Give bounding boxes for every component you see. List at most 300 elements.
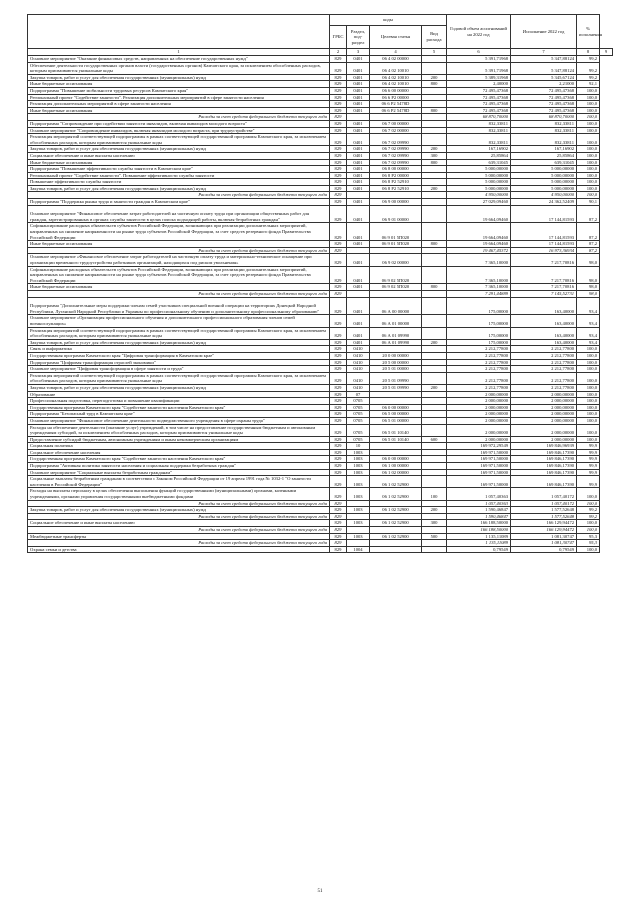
cell-pct: 99,2: [577, 74, 600, 81]
cell-name: Закупка товаров, работ и услуг для обеспечения государственных (муниципальных) нужд: [28, 384, 330, 391]
cell-section: 0410: [347, 346, 370, 353]
table-row: [28, 463, 613, 470]
cell-plan: 4 950,00000: [447, 192, 511, 199]
cell-section: 1003: [347, 449, 370, 456]
cell-pct: 92,1: [577, 81, 600, 88]
cell-grbs: 829: [330, 74, 347, 81]
cell-exp-type: [422, 546, 447, 553]
header-codes-group: коды: [330, 15, 447, 26]
cell-exp-type: [422, 540, 447, 547]
table-row: [28, 223, 613, 241]
cell-article: [370, 527, 422, 534]
cell-exp-type: [422, 443, 447, 450]
cell-exec: 2 000,00000: [511, 436, 577, 443]
cell-exec: 2 212,77800: [511, 359, 577, 366]
cell-exp-type: [422, 315, 447, 327]
table-row: [28, 520, 613, 527]
cell-pct: 100,0: [577, 488, 600, 500]
cell-grbs: 829: [330, 469, 347, 476]
cell-article: [370, 449, 422, 456]
cell-exec: 166 129,94472: [511, 527, 577, 534]
cell-grbs: 829: [330, 94, 347, 101]
cell-plan: 2 212,77800: [447, 359, 511, 366]
cell-name: Закупка товаров, работ и услуг для обеспечения государственных (муниципальных) нужд: [28, 74, 330, 81]
cell-plan: 19 664,09460: [447, 205, 511, 223]
cell-plan: 72 495,47368: [447, 101, 511, 108]
cell-article: 06 6 P2 5478D: [370, 101, 422, 108]
cell-article: 06 8 00 00000: [370, 166, 422, 173]
cell-grbs: 829: [330, 120, 347, 127]
cell-section: 0401: [347, 223, 370, 241]
cell-section: 07: [347, 391, 370, 398]
cell-exec: 1 057,40172: [511, 500, 577, 507]
cell-name: Расходы за счет средств федерального бюджета текущего года: [28, 192, 330, 199]
cell-article: 06 8 P2 52910: [370, 179, 422, 186]
cell-plan: 2 212,77800: [447, 366, 511, 373]
cell-exp-type: [422, 114, 447, 121]
header-grbs: ГРБС: [330, 26, 347, 49]
cell-exec: 17 144,81593: [511, 223, 577, 241]
table-row: [28, 120, 613, 127]
table-row: [28, 507, 613, 514]
cell-plan: 167,16902: [447, 146, 511, 153]
cell-pct: 99,9: [577, 469, 600, 476]
table-row: [28, 456, 613, 463]
cell-exec: 7 217,70816: [511, 254, 577, 266]
cell-name: Образование: [28, 391, 330, 398]
cell-article: 06 7 02 09990: [370, 146, 422, 153]
cell-pct: 100,0: [577, 134, 600, 146]
cell-exec: 2 000,00000: [511, 411, 577, 418]
cell-exec: 169 846,96939: [511, 443, 577, 450]
cell-exp-type: [422, 513, 447, 520]
cell-exp-type: 100: [422, 488, 447, 500]
cell-exp-type: [422, 120, 447, 127]
cell-plan: 72 495,47368: [447, 107, 511, 114]
cell-name: Подпрограмма "Активная политика занятости населения и социальная поддержка безработных граждан": [28, 463, 330, 470]
table-row: [28, 291, 613, 298]
table-row: [28, 266, 613, 284]
table-row: [28, 247, 613, 254]
cell-article: 06 9 02 5П020: [370, 266, 422, 284]
cell-plan: 5 000,00000: [447, 185, 511, 192]
cell-grbs: 829: [330, 339, 347, 346]
cell-exp-type: 200: [422, 507, 447, 514]
cell-pct: 100,0: [577, 546, 600, 553]
cell-grbs: 829: [330, 172, 347, 179]
cell-name: Обеспечение деятельности государственных органов власти (государственных органов) Камчатского края, за исключением обособленных расходов, которым присваиваются уникальные коды: [28, 62, 330, 74]
cell-exp-type: [422, 172, 447, 179]
cell-grbs: 829: [330, 315, 347, 327]
cell-grbs: 829: [330, 476, 347, 488]
cell-plan: 2 212,77800: [447, 372, 511, 384]
cell-pct: 100,0: [577, 359, 600, 366]
column-number: 1: [28, 49, 330, 56]
cell-exp-type: [422, 192, 447, 199]
cell-article: 06 6 00 00000: [370, 87, 422, 94]
cell-section: 0401: [347, 152, 370, 159]
table-row: [28, 241, 613, 248]
cell-article: 06 8 P2 52910: [370, 185, 422, 192]
cell-exp-type: [422, 291, 447, 298]
cell-plan: 2 000,00000: [447, 398, 511, 405]
cell-grbs: 829: [330, 546, 347, 553]
cell-exec: 2 000,00000: [511, 424, 577, 436]
cell-section: 1003: [347, 469, 370, 476]
cell-section: 0410: [347, 359, 370, 366]
cell-exp-type: [422, 179, 447, 186]
cell-exec: 2 000,00000: [511, 417, 577, 424]
cell-plan: 5 000,00000: [447, 172, 511, 179]
cell-pct: 100,0: [577, 172, 600, 179]
cell-section: 0401: [347, 146, 370, 153]
cell-pct: 99,9: [577, 449, 600, 456]
cell-grbs: 829: [330, 284, 347, 291]
cell-plan: 1 135,11089: [447, 540, 511, 547]
cell-plan: 1 057,40363: [447, 488, 511, 500]
cell-plan: 639,31045: [447, 159, 511, 166]
cell-pct: 100,0: [577, 404, 600, 411]
cell-article: 06 9 00 00000: [370, 199, 422, 206]
cell-name: Иные бюджетные ассигнования: [28, 284, 330, 291]
table-row: [28, 192, 613, 199]
cell-grbs: 829: [330, 527, 347, 534]
cell-section: 0401: [347, 74, 370, 81]
cell-section: 0401: [347, 185, 370, 192]
cell-grbs: 829: [330, 101, 347, 108]
cell-exp-type: [422, 456, 447, 463]
table-row: [28, 172, 613, 179]
cell-article: [370, 546, 422, 553]
table-row: [28, 199, 613, 206]
cell-exp-type: [422, 205, 447, 223]
cell-section: 0401: [347, 179, 370, 186]
cell-exec: 5 345,67124: [511, 74, 577, 81]
cell-name: Предоставление субсидий бюджетным, автономным учреждениям и иным некоммерческим организациям: [28, 436, 330, 443]
cell-exec: 832,33811: [511, 120, 577, 127]
cell-section: 0410: [347, 366, 370, 373]
cell-pct: 100,0: [577, 352, 600, 359]
table-row: [28, 56, 613, 63]
cell-name: Расходы за счет средств федерального бюджета текущего года: [28, 247, 330, 254]
cell-exec: 68 870,70000: [511, 114, 577, 121]
cell-name: Реализация мероприятий соответствующей подпрограммы в рамках соответствующей государственной программы Камчатского края, за исключением обособленных расходов, которым присваиваются уникальные коды: [28, 134, 330, 146]
cell-name: Социальное обеспечение и иные выплаты населению: [28, 152, 330, 159]
cell-grbs: 829: [330, 520, 347, 527]
cell-exp-type: [422, 424, 447, 436]
cell-exp-type: [422, 101, 447, 108]
cell-plan: 169 971,50000: [447, 456, 511, 463]
cell-article: 06 9 02 00000: [370, 254, 422, 266]
cell-section: 0705: [347, 398, 370, 405]
cell-plan: 175,00000: [447, 297, 511, 315]
cell-name: Региональный проект "Содействие занятости". Реализация дополнительных мероприятий в сфере занятости населения: [28, 94, 330, 101]
cell-plan: 1 590,46847: [447, 513, 511, 520]
cell-plan: 2 212,77800: [447, 384, 511, 391]
cell-article: 06 1 02 52900: [370, 507, 422, 514]
table-row: [28, 540, 613, 547]
cell-plan: 5 391,71968: [447, 56, 511, 63]
cell-grbs: 829: [330, 540, 347, 547]
table-row: [28, 411, 613, 418]
cell-article: [370, 114, 422, 121]
cell-article: 20 0 00 00000: [370, 352, 422, 359]
cell-name: Реализация мероприятий соответствующей подпрограммы в рамках соответствующей государственной программы Камчатского края, за исключением обособленных расходов, которым присваиваются уникальные коды: [28, 372, 330, 384]
cell-grbs: 829: [330, 134, 347, 146]
cell-section: 1003: [347, 488, 370, 500]
cell-exec: 1 577,52648: [511, 507, 577, 514]
cell-pct: 100,0: [577, 146, 600, 153]
cell-exec: 2 000,00000: [511, 398, 577, 405]
cell-article: 06 5 01 10140: [370, 436, 422, 443]
cell-name: Расходы за счет средств федерального бюджета текущего года: [28, 513, 330, 520]
cell-exp-type: [422, 500, 447, 507]
table-row: [28, 284, 613, 291]
cell-exec: 0,79549: [511, 546, 577, 553]
cell-exp-type: 200: [422, 146, 447, 153]
table-row: [28, 398, 613, 405]
cell-exec: 163,40000: [511, 327, 577, 339]
cell-article: 06 9 02 5П020: [370, 284, 422, 291]
cell-exp-type: 200: [422, 185, 447, 192]
cell-pct: 98,0: [577, 266, 600, 284]
cell-section: 0705: [347, 417, 370, 424]
cell-exp-type: 800: [422, 284, 447, 291]
cell-section: 0705: [347, 424, 370, 436]
cell-article: 06 7 02 09990: [370, 134, 422, 146]
cell-pct: 99,9: [577, 456, 600, 463]
cell-grbs: 829: [330, 463, 347, 470]
cell-plan: 68 870,70000: [447, 114, 511, 121]
cell-section: [347, 527, 370, 534]
cell-exec: 72 495,47368: [511, 94, 577, 101]
cell-name: Основное мероприятие «Организация профессионального обучения и дополнительного профессионального образования членов семей военнослужащих»: [28, 315, 330, 327]
cell-name: Расходы за счет средств федерального бюджета текущего года: [28, 114, 330, 121]
cell-name: Иные бюджетные ассигнования: [28, 81, 330, 88]
cell-exp-type: 200: [422, 339, 447, 346]
cell-exec: 639,31045: [511, 159, 577, 166]
cell-pct: 99,2: [577, 513, 600, 520]
cell-exec: 24 362,52409: [511, 199, 577, 206]
cell-name: Государственная программа Камчатского края "Содействие занятости населения Камчатского края": [28, 404, 330, 411]
table-row: [28, 254, 613, 266]
table-row: [28, 436, 613, 443]
table-row: [28, 424, 613, 436]
cell-grbs: 829: [330, 488, 347, 500]
cell-name: Реализация дополнительных мероприятий в сфере занятости населения: [28, 101, 330, 108]
table-row: [28, 359, 613, 366]
cell-section: 1003: [347, 463, 370, 470]
cell-pct: 100,0: [577, 391, 600, 398]
cell-name: Подпрограмма "Поддержка рынка труда и занятости граждан в Камчатском крае": [28, 199, 330, 206]
cell-name: Связь и информатика: [28, 346, 330, 353]
cell-section: 0401: [347, 205, 370, 223]
cell-article: [370, 540, 422, 547]
cell-grbs: 829: [330, 146, 347, 153]
cell-article: [370, 443, 422, 450]
cell-name: Основное мероприятие «Финансовое обеспечение затрат работодателей на частичную оплату труда и материально-техническое оснащение при организации временного трудоустройства работников организаций, находящихся под риском увольнения»: [28, 254, 330, 266]
cell-exp-type: [422, 127, 447, 134]
cell-name: Иные бюджетные ассигнования: [28, 159, 330, 166]
cell-exec: 72 495,47368: [511, 101, 577, 108]
cell-plan: 19 664,09460: [447, 223, 511, 241]
cell-grbs: 829: [330, 384, 347, 391]
cell-exec: 1 577,52648: [511, 513, 577, 520]
cell-plan: 169 971,50000: [447, 469, 511, 476]
cell-article: 06 4 02 10010: [370, 81, 422, 88]
cell-section: 0401: [347, 87, 370, 94]
cell-pct: 95,3: [577, 540, 600, 547]
cell-exec: 1 081,30747: [511, 540, 577, 547]
cell-exp-type: [422, 359, 447, 366]
cell-section: 0401: [347, 172, 370, 179]
cell-exp-type: [422, 366, 447, 373]
cell-article: 06 6 P2 00000: [370, 94, 422, 101]
cell-section: 0401: [347, 284, 370, 291]
cell-name: Основное мероприятие "Финансовое обеспечение деятельности подведомственного учреждения в сфере охраны труда": [28, 417, 330, 424]
cell-pct: 100,0: [577, 366, 600, 373]
cell-article: 06 1 02 52900: [370, 488, 422, 500]
cell-section: 10: [347, 443, 370, 450]
cell-name: Закупка товаров, работ и услуг для обеспечения государственных (муниципальных) нужд: [28, 185, 330, 192]
cell-name: Региональный проект "Содействие занятости". Повышение эффективности службы занятости: [28, 172, 330, 179]
cell-exec: 7 145,52731: [511, 291, 577, 298]
cell-name: Охрана семьи и детства: [28, 546, 330, 553]
cell-exec: 25,85864: [511, 152, 577, 159]
cell-pct: 100,0: [577, 527, 600, 534]
table-row: [28, 101, 613, 108]
cell-exec: 17 144,81593: [511, 205, 577, 223]
cell-article: 06 5 01 00000: [370, 417, 422, 424]
cell-article: 06 4 02 10010: [370, 62, 422, 74]
cell-plan: 175,00000: [447, 315, 511, 327]
cell-exec: 163,40000: [511, 339, 577, 346]
cell-pct: 100,0: [577, 107, 600, 114]
cell-article: 06 7 00 00000: [370, 120, 422, 127]
column-number: 7: [511, 49, 577, 56]
cell-plan: 2 000,00000: [447, 411, 511, 418]
cell-article: [370, 398, 422, 405]
cell-grbs: 829: [330, 449, 347, 456]
cell-exp-type: [422, 404, 447, 411]
cell-exp-type: [422, 352, 447, 359]
cell-name: Подпрограмма "Цифровая трансформация отраслей экономики": [28, 359, 330, 366]
cell-section: 0401: [347, 159, 370, 166]
cell-article: 06 1 02 52900: [370, 476, 422, 488]
cell-pct: 87,2: [577, 241, 600, 248]
table-row: [28, 372, 613, 384]
cell-plan: 166 188,50000: [447, 527, 511, 534]
cell-exp-type: 800: [422, 107, 447, 114]
cell-exec: 2 212,77800: [511, 352, 577, 359]
cell-article: 06 0 00 00000: [370, 456, 422, 463]
cell-exp-type: [422, 94, 447, 101]
cell-name: Основное мероприятие "Финансовое обеспечение затрат работодателей на частичную оплату труда при организации общественных работ для граждан, зарегистрированных в органах службы занятости в целях поиска подходящей работы, включая безработных граждан": [28, 205, 330, 223]
cell-exec: 5 000,00000: [511, 166, 577, 173]
cell-name: Подпрограмма "Сопровождение при содействии занятости инвалидов, включая инвалидов молодого возраста": [28, 120, 330, 127]
cell-article: 06 4 02 00000: [370, 56, 422, 63]
table-row: [28, 152, 613, 159]
cell-exp-type: [422, 254, 447, 266]
cell-exp-type: [422, 417, 447, 424]
cell-section: 1003: [347, 520, 370, 527]
cell-grbs: 829: [330, 443, 347, 450]
cell-exp-type: [422, 463, 447, 470]
cell-pct: 100,0: [577, 417, 600, 424]
cell-plan: 832,33811: [447, 134, 511, 146]
cell-grbs: 829: [330, 152, 347, 159]
cell-name: Социальные выплаты безработным гражданам в соответствии с Законом Российской Федерации от 19 апреля 1991 года № 1032-1 "О занятости населения в Российской Федерации": [28, 476, 330, 488]
table-row: [28, 476, 613, 488]
cell-pct: 100,0: [577, 500, 600, 507]
cell-exp-type: [422, 297, 447, 315]
table-row: [28, 159, 613, 166]
cell-pct: 100,0: [577, 436, 600, 443]
cell-pct: 100,0: [577, 384, 600, 391]
cell-grbs: 829: [330, 291, 347, 298]
cell-plan: 832,33811: [447, 127, 511, 134]
table-row: [28, 513, 613, 520]
cell-section: 0410: [347, 352, 370, 359]
cell-section: 0401: [347, 120, 370, 127]
cell-name: Закупка товаров, работ и услуг для обеспечения государственных (муниципальных) нужд: [28, 507, 330, 514]
cell-section: 0410: [347, 384, 370, 391]
cell-exp-type: [422, 62, 447, 74]
cell-exp-type: [422, 266, 447, 284]
cell-grbs: 829: [330, 424, 347, 436]
cell-section: 0401: [347, 339, 370, 346]
page-number: 51: [317, 889, 323, 894]
cell-name: Расходы за счет средств федерального бюджета текущего года: [28, 540, 330, 547]
cell-section: 0401: [347, 166, 370, 173]
cell-name: Межбюджетные трансферты: [28, 533, 330, 540]
cell-exec: 17 144,81593: [511, 241, 577, 248]
cell-exec: 832,33811: [511, 134, 577, 146]
cell-article: 06 А 01 00000: [370, 315, 422, 327]
cell-plan: 25,85864: [447, 152, 511, 159]
table-row: [28, 352, 613, 359]
cell-grbs: 829: [330, 205, 347, 223]
cell-plan: 2 000,00000: [447, 404, 511, 411]
cell-article: 06 8 P2 00000: [370, 172, 422, 179]
cell-plan: 7 291,44889: [447, 291, 511, 298]
cell-section: 0401: [347, 62, 370, 74]
cell-name: Основное мероприятие "Цифровая трансформация в сфере занятости и труда": [28, 366, 330, 373]
cell-section: 0401: [347, 94, 370, 101]
cell-article: 06 9 01 5П020: [370, 241, 422, 248]
cell-grbs: 829: [330, 507, 347, 514]
cell-section: 0401: [347, 81, 370, 88]
cell-exp-type: [422, 166, 447, 173]
column-number: 6: [447, 49, 511, 56]
cell-grbs: 829: [330, 352, 347, 359]
cell-exp-type: 300: [422, 520, 447, 527]
table-row: [28, 297, 613, 315]
cell-article: 06 А 01 09990: [370, 339, 422, 346]
cell-section: 0410: [347, 372, 370, 384]
cell-exec: 72 495,47368: [511, 107, 577, 114]
table-row: [28, 166, 613, 173]
cell-grbs: 829: [330, 398, 347, 405]
cell-exec: 832,33811: [511, 127, 577, 134]
cell-name: Расходы за счет средств федерального бюджета текущего года: [28, 291, 330, 298]
cell-exec: 5 000,00000: [511, 185, 577, 192]
cell-section: [347, 291, 370, 298]
cell-exec: 169 846,17390: [511, 469, 577, 476]
cell-exec: 7 217,70816: [511, 284, 577, 291]
cell-grbs: 829: [330, 346, 347, 353]
cell-exp-type: [422, 411, 447, 418]
